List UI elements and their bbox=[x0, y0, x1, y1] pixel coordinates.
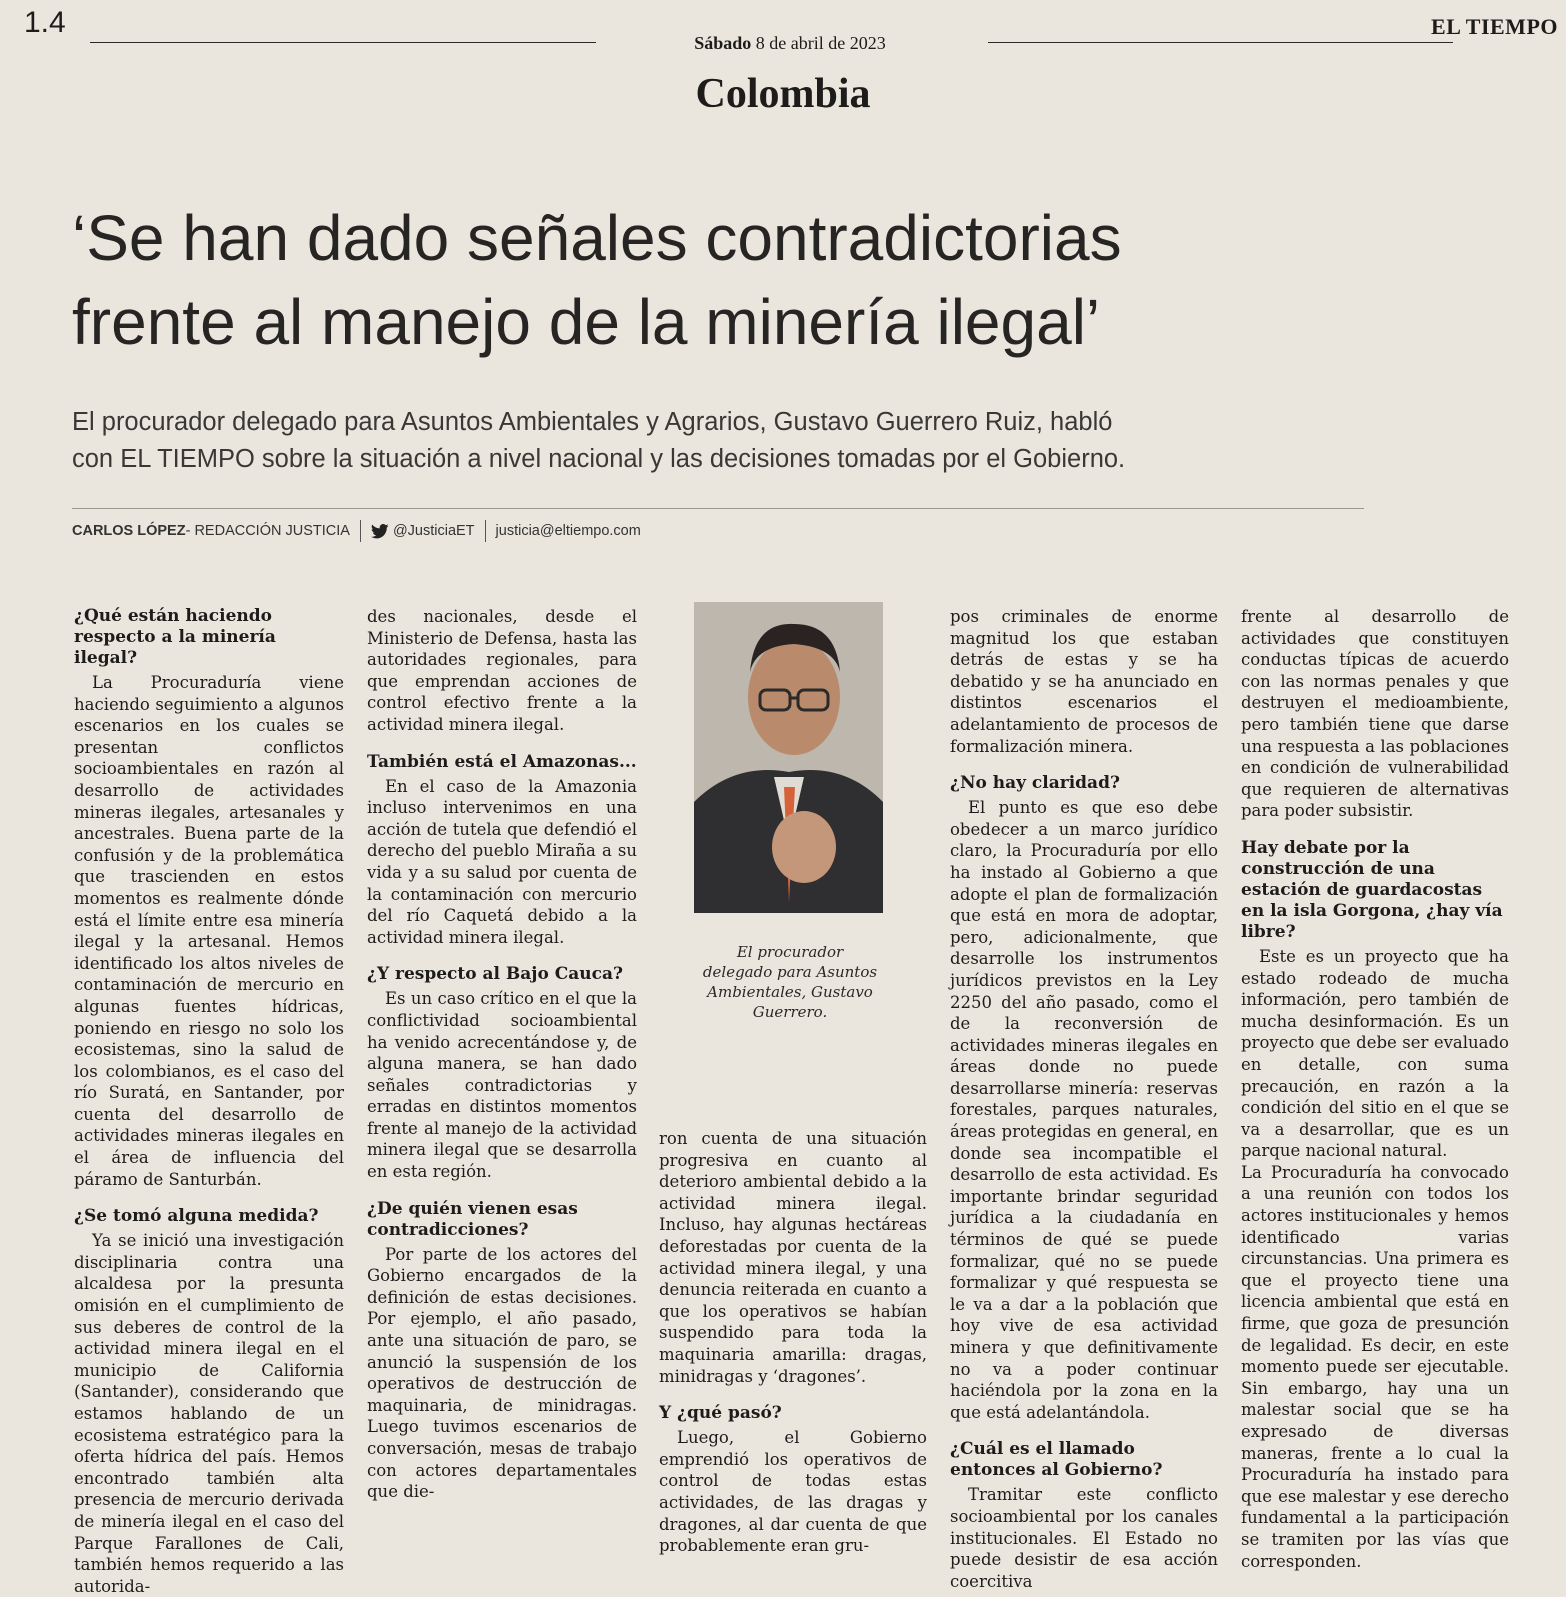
answer-paragraph: Es un caso crítico en el que la conflictividad socioambiental ha venido acrecentándose y, de alguna manera, se han dado señales contradictorias y erradas en distintos momentos frente al manejo de la actividad minera ilegal que se desarrolla en esta región. bbox=[367, 989, 637, 1182]
question-heading: ¿Y respecto al Bajo Cauca? bbox=[367, 964, 623, 985]
byline-separator bbox=[360, 520, 361, 542]
question-heading: Hay debate por la construcción de una estación de guardacostas en la isla Gorgona, ¿hay vía libre? bbox=[1241, 837, 1503, 942]
answer-paragraph: frente al desarrollo de actividades que constituyen conductas típicas de acuerdo con las normas penales y que destruyen el medioambiente, pero también tiene que darse una respuesta a las poblaciones en condición de vulnerabilidad que requieren de alternativas para poder subsistir. bbox=[1241, 607, 1509, 821]
question-heading: También está el Amazonas... bbox=[367, 751, 637, 772]
section-title: Colombia bbox=[695, 71, 871, 117]
answer-paragraph: pos criminales de enorme magnitud los que estaban detrás de estas y se ha debatido y se ha anunciado en distintos escenarios el adelantamiento de procesos de formalización minera. bbox=[950, 607, 1218, 756]
byline bbox=[72, 519, 641, 543]
article-column-1 bbox=[74, 606, 344, 1597]
page-number: 1.4 bbox=[24, 6, 66, 39]
answer-paragraph: des nacionales, desde el Ministerio de Defensa, hasta las autoridades regionales, para que emprendan acciones de control efectivo frente a la actividad minera ilegal. bbox=[367, 607, 637, 734]
answer-paragraph: Luego, el Gobierno emprendió los operativos de control de todas estas actividades, de las dragas y dragones, al dar cuenta de que probablemente eran gru- bbox=[659, 1428, 927, 1556]
twitter-bird-icon bbox=[371, 524, 389, 539]
headline-line-1: ‘Se han dado señales contradictorias bbox=[72, 202, 1122, 274]
answer-paragraph: El punto es que eso debe obedecer a un marco jurídico claro, la Procuraduría por ello ha instado al Gobierno a que adopte el plan de formalización que está en mora de adoptar, pero, adicionalmente, que desarrolle los instrumentos jurídicos previstos en la Ley 2250 del año pasado, como el de la reconversión de actividades mineras ilegales en áreas donde no puede desarrollarse minería: reservas forestales, parques naturales, áreas protegidas en general, en donde sea incompatible el desarrollo de esta actividad. Es importante brindar seguridad jurídica a la ciudadanía en términos de qué se puede formalizar, qué no se puede formalizar y qué respuesta se le va a dar a la población que hoy vive de esa actividad minera y que definitivamente no va a poder continuar haciéndola por la zona en la que está adelantándola. bbox=[950, 798, 1218, 1422]
question-heading: Y ¿qué pasó? bbox=[659, 1403, 782, 1424]
article-column-2 bbox=[367, 606, 637, 1503]
answer-paragraph: Ya se inició una investigación disciplinaria contra una alcaldesa por la presunta omisión en el cumplimiento de sus deberes de control de la actividad minera ilegal en el municipio de California (Santander), considerando que estamos hablando de un ecosistema estratégico para la oferta hídrica del país. Hemos encontrado también alta presencia de mercurio derivada de minería ilegal en el caso del Parque Farallones de Cali, también hemos requerido a las autorida- bbox=[74, 1231, 344, 1596]
deck-line-2: con EL TIEMPO sobre la situación a nivel nacional y las decisiones tomadas por el Gobierno. bbox=[72, 445, 1126, 473]
deck bbox=[72, 404, 1492, 478]
question-heading: ¿Cuál es el llamado entonces al Gobierno? bbox=[950, 1439, 1163, 1481]
article-column-5 bbox=[1241, 606, 1509, 1572]
question-heading: ¿No hay claridad? bbox=[950, 773, 1120, 794]
answer-paragraph: La Procuraduría viene haciendo seguimiento a algunos escenarios en los cuales se presentan conflictos socioambientales en razón al desarrollo de actividades mineras ilegales, artesanales y ancestrales. Buena parte de la confusión y de la problemática que trascienden en estos momentos es realmente dónde está el límite entre esa minería ilegal y la artesanal. Hemos identificado los altos niveles de contaminación de mercurio en algunas fuentes hídricas, poniendo en riesgo no solo los ecosistemas, sino la salud de los colombianos, es el caso del río Suratá, en Santander, por cuenta del desarrollo de actividades mineras ilegales en el área de influencia del páramo de Santurbán. bbox=[74, 673, 344, 1189]
date-day: Sábado bbox=[694, 33, 752, 53]
byline-author: CARLOS LÓPEZ bbox=[72, 523, 186, 539]
portrait-photo bbox=[694, 602, 883, 913]
deck-line-1: El procurador delegado para Asuntos Ambientales y Agrarios, Gustavo Guerrero Ruiz, habló bbox=[72, 408, 1113, 436]
headline-line-2: frente al manejo de la minería ilegal’ bbox=[72, 286, 1101, 358]
header-rule-left bbox=[90, 42, 596, 43]
question-heading: ¿De quién vienen esas contradicciones? bbox=[367, 1198, 578, 1240]
byline-separator bbox=[485, 520, 486, 542]
answer-paragraph: Este es un proyecto que ha estado rodeado de mucha información, pero también de mucha desinformación. Es un proyecto que debe ser evaluado en detalle, con suma precaución, en razón a la condición del sitio en el que se va a desarrollar, que es un parque nacional natural. bbox=[1241, 946, 1509, 1161]
question-heading: ¿Se tomó alguna medida? bbox=[74, 1206, 319, 1227]
article-column-3 bbox=[659, 1128, 927, 1557]
photo-caption: El procurador delegado para Asuntos Ambientales, Gustavo Guerrero. bbox=[702, 943, 878, 1021]
headline bbox=[72, 196, 1492, 364]
masthead-logo: EL TIEMPO bbox=[1431, 14, 1558, 39]
answer-paragraph: Por parte de los actores del Gobierno encargados de la definición de estas decisiones. Por ejemplo, el año pasado, ante una situación de paro, se anunció la suspensión de los operativos de destrucción de maquinaria, de minidragas. Luego tuvimos escenarios de conversación, mesas de trabajo con actores departamentales que die- bbox=[367, 1244, 637, 1502]
byline-twitter[interactable]: @JusticiaET bbox=[392, 523, 475, 539]
date-rest: 8 de abril de 2023 bbox=[755, 33, 886, 53]
byline-rule bbox=[72, 508, 1364, 509]
answer-paragraph: La Procuraduría ha convocado a una reunión con todos los actores institucionales y hemos identificado varias circunstancias. Una primera es que el proyecto tiene una licencia ambiental que está en firme, que goza de presunción de legalidad. Es decir, en este momento puede ser ejecutable. Sin embargo, hay una un malestar social que se ha expresado de diversas maneras, frente a lo cual la Procuraduría ha instado para que ese malestar y ese derecho fundamental a la participación se tramiten por las vías que corresponden. bbox=[1241, 1162, 1509, 1571]
byline-email[interactable]: justicia@eltiempo.com bbox=[495, 523, 641, 539]
header-rule-right bbox=[988, 42, 1453, 43]
question-heading: ¿Qué están haciendo respecto a la minería ilegal? bbox=[74, 606, 276, 668]
byline-desk: - REDACCIÓN JUSTICIA bbox=[185, 523, 350, 539]
answer-paragraph: En el caso de la Amazonia incluso intervenimos en una acción de tutela que defendió el derecho del pueblo Miraña a su vida y a su salud por cuenta de la contaminación con mercurio del río Caquetá debido a la actividad minera ilegal. bbox=[367, 776, 637, 947]
answer-paragraph: ron cuenta de una situación progresiva en cuanto al deterioro ambiental debido a la actividad minera ilegal. Incluso, hay algunas hectáreas deforestadas por cuenta de la actividad minera ilegal, y una denuncia reiterada en cuanto a que los operativos se habían suspendido para toda la maquinaria amarilla: dragas, minidragas y ‘dragones’. bbox=[659, 1129, 927, 1386]
answer-paragraph: Tramitar este conflicto socioambiental por los canales institucionales. El Estado no puede desistir de esa acción coercitiva bbox=[950, 1485, 1218, 1591]
portrait-illustration bbox=[694, 602, 883, 913]
dateline bbox=[660, 33, 920, 54]
article-column-4 bbox=[950, 606, 1218, 1592]
